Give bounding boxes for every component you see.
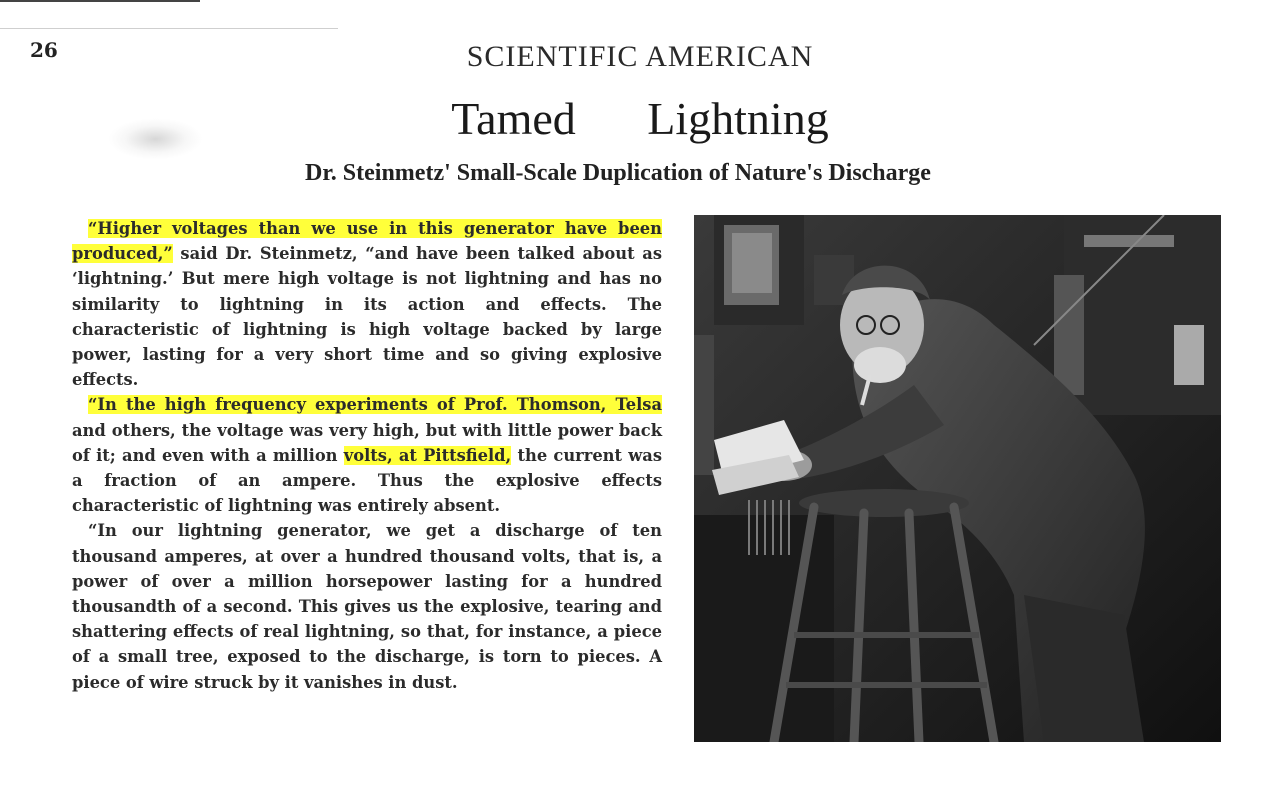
article-subtitle: Dr. Steinmetz' Small-Scale Duplication of Nature's Discharge <box>305 160 931 186</box>
header-rule <box>0 28 338 29</box>
photo-illustration <box>694 215 1221 742</box>
page-number: 26 <box>30 38 58 62</box>
masthead: SCIENTIFIC AMERICAN <box>466 40 814 73</box>
paragraph-text: and others, the voltage was very high, but with little power back of it; and even with a million <box>72 420 662 465</box>
paragraph-1 <box>72 216 662 392</box>
top-edge-bar <box>0 0 200 2</box>
paragraph-text: the current was a fraction of an ampere. Thus the explosive effects characteristic of lightning was entirely absent. <box>72 445 662 516</box>
steinmetz-photograph <box>694 215 1221 742</box>
highlighted-text: volts, at Pittsfield, <box>343 445 512 465</box>
article-title: Tamed Lightning <box>451 93 829 144</box>
article-body <box>72 216 662 695</box>
paragraph-text: said Dr. Steinmetz, “and have been talked about as ‘lightning.’ But mere high voltage is not lightning and has no similarity to lightning in its action and effects. The characteristic of lightning is high voltage backed by large power, lasting for a very short time and so giving explosive effects. <box>72 244 662 390</box>
paragraph-3: “In our lightning generator, we get a discharge of ten thousand amperes, at over a hundred thousand volts, that is, a power of over a million horsepower lasting for a hundred thousandth of a second. This gives us the explosive, tearing and shattering effects of real lightning, so that, for instance, a piece of a small tree, exposed to the discharge, is torn to pieces. A piece of wire struck by it vanishes in dust. <box>72 521 662 692</box>
highlighted-text: “Higher voltages than we use in this generator have been produced,” <box>72 219 662 264</box>
highlighted-text: “In the high frequency experiments of Prof. Thomson, Telsa <box>88 395 662 415</box>
paragraph-2 <box>72 392 662 518</box>
print-smudge <box>108 118 203 160</box>
